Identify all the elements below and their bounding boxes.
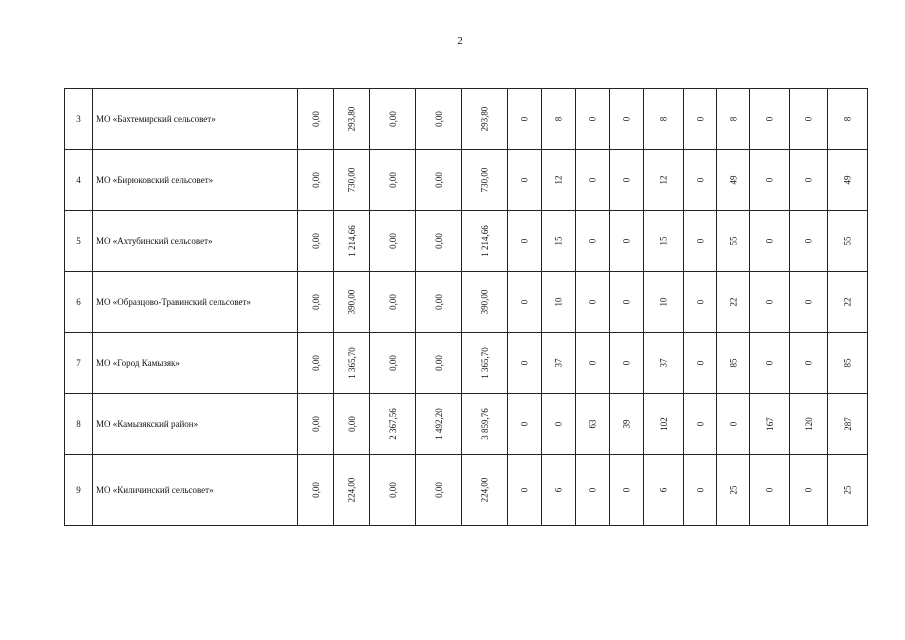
value-text: 0: [621, 360, 632, 366]
value-cell: [508, 211, 542, 272]
value-cell: [644, 211, 684, 272]
value-cell: [334, 211, 370, 272]
value-text: 0,00: [310, 233, 321, 249]
municipality-name: МО «Ахтубинский сельсовет»: [93, 211, 298, 272]
value-text: 0: [764, 360, 775, 366]
value-cell: [508, 455, 542, 526]
value-text: 39: [621, 419, 632, 429]
value-text: 0: [621, 238, 632, 244]
value-text: 1 365,70: [479, 347, 490, 379]
value-cell: [684, 150, 717, 211]
table-row: [65, 455, 868, 526]
value-text: 10: [553, 297, 564, 307]
value-cell: [542, 89, 576, 150]
value-cell: [750, 394, 790, 455]
row-number: 8: [65, 394, 93, 455]
value-cell: [508, 333, 542, 394]
row-number: 4: [65, 150, 93, 211]
value-text: 8: [728, 116, 738, 122]
value-cell: [684, 89, 717, 150]
value-cell: [508, 89, 542, 150]
value-cell: [717, 150, 750, 211]
value-cell: [416, 455, 462, 526]
value-text: 0: [621, 487, 632, 493]
value-text: 0: [621, 299, 632, 305]
value-cell: [644, 394, 684, 455]
value-cell: [298, 394, 334, 455]
value-cell: [508, 272, 542, 333]
value-cell: [334, 89, 370, 150]
value-cell: [462, 272, 508, 333]
value-text: 390,00: [479, 289, 490, 315]
value-cell: [790, 333, 828, 394]
value-cell: [542, 211, 576, 272]
value-cell: [717, 211, 750, 272]
value-text: 0: [587, 487, 598, 493]
value-text: 10: [658, 297, 669, 307]
row-number: 5: [65, 211, 93, 272]
value-cell: [644, 455, 684, 526]
value-cell: [576, 89, 610, 150]
value-cell: [370, 211, 416, 272]
value-text: 22: [728, 297, 738, 307]
value-text: 49: [728, 175, 738, 185]
municipality-name: МО «Город Камызяк»: [93, 333, 298, 394]
value-text: 15: [553, 236, 564, 246]
value-cell: [416, 394, 462, 455]
value-text: 8: [553, 116, 564, 122]
value-text: 0: [519, 116, 530, 122]
value-cell: [610, 394, 644, 455]
value-text: 0: [803, 299, 814, 305]
value-text: 0: [803, 177, 814, 183]
value-cell: [576, 272, 610, 333]
value-text: 120: [803, 417, 814, 431]
value-text: 0,00: [387, 111, 398, 127]
value-text: 0: [695, 238, 705, 244]
value-text: 0: [587, 238, 598, 244]
value-cell: [828, 333, 868, 394]
value-cell: [828, 150, 868, 211]
value-cell: [790, 394, 828, 455]
value-cell: [416, 272, 462, 333]
value-cell: [416, 211, 462, 272]
value-cell: [684, 333, 717, 394]
table-row: [65, 150, 868, 211]
value-text: 15: [658, 236, 669, 246]
value-text: 0: [621, 177, 632, 183]
value-text: 22: [842, 297, 853, 307]
value-cell: [298, 211, 334, 272]
value-cell: [790, 89, 828, 150]
value-text: 0: [803, 116, 814, 122]
page-number: 2: [457, 35, 463, 47]
value-text: 0: [519, 360, 530, 366]
value-text: 0: [519, 177, 530, 183]
value-text: 0,00: [433, 294, 444, 310]
value-text: 0: [621, 116, 632, 122]
value-text: 1 214,66: [346, 225, 357, 257]
value-text: 0,00: [433, 111, 444, 127]
value-text: 0: [695, 487, 705, 493]
municipality-name: МО «Образцово-Травинский сельсовет»: [93, 272, 298, 333]
value-text: 293,80: [479, 106, 490, 132]
value-cell: [790, 211, 828, 272]
value-cell: [298, 455, 334, 526]
value-cell: [828, 455, 868, 526]
value-text: 1 365,70: [346, 347, 357, 379]
row-number: 3: [65, 89, 93, 150]
value-text: 0: [587, 116, 598, 122]
value-text: 0: [695, 421, 705, 427]
value-cell: [828, 89, 868, 150]
value-text: 8: [842, 116, 853, 122]
value-text: 0: [519, 299, 530, 305]
value-text: 730,00: [346, 167, 357, 193]
value-cell: [576, 333, 610, 394]
value-text: 0,00: [310, 416, 321, 432]
value-text: 102: [658, 417, 669, 431]
value-cell: [542, 333, 576, 394]
value-text: 55: [728, 236, 738, 246]
value-cell: [542, 272, 576, 333]
value-text: 0: [764, 487, 775, 493]
data-table: [64, 88, 868, 526]
value-text: 85: [842, 358, 853, 368]
value-text: 2 367,56: [387, 408, 398, 440]
value-text: 1 214,66: [479, 225, 490, 257]
table-row: [65, 333, 868, 394]
value-text: 0,00: [433, 355, 444, 371]
value-cell: [750, 211, 790, 272]
value-text: 0: [519, 487, 530, 493]
municipality-name: МО «Бахтемирский сельсовет»: [93, 89, 298, 150]
value-text: 287: [842, 417, 853, 431]
value-text: 0: [519, 238, 530, 244]
table-row: [65, 272, 868, 333]
value-text: 85: [728, 358, 738, 368]
value-text: 25: [728, 485, 738, 495]
value-cell: [610, 455, 644, 526]
value-text: 0: [695, 116, 705, 122]
value-text: 0: [519, 421, 530, 427]
value-cell: [334, 394, 370, 455]
value-cell: [462, 150, 508, 211]
value-cell: [298, 89, 334, 150]
value-text: 224,00: [346, 477, 357, 503]
value-cell: [828, 272, 868, 333]
value-cell: [370, 455, 416, 526]
value-cell: [644, 150, 684, 211]
value-text: 293,80: [346, 106, 357, 132]
value-cell: [684, 272, 717, 333]
value-text: 0: [553, 421, 564, 427]
value-cell: [750, 150, 790, 211]
value-cell: [416, 333, 462, 394]
value-cell: [750, 272, 790, 333]
value-cell: [610, 150, 644, 211]
value-text: 224,00: [479, 477, 490, 503]
value-text: 6: [553, 487, 564, 493]
value-cell: [644, 333, 684, 394]
value-text: 730,00: [479, 167, 490, 193]
value-cell: [416, 150, 462, 211]
value-text: 0: [803, 487, 814, 493]
value-text: 0: [695, 177, 705, 183]
value-cell: [334, 150, 370, 211]
value-cell: [334, 333, 370, 394]
value-cell: [370, 150, 416, 211]
value-text: 0,00: [310, 294, 321, 310]
value-cell: [790, 150, 828, 211]
value-text: 0,00: [387, 482, 398, 498]
value-cell: [717, 89, 750, 150]
value-cell: [576, 150, 610, 211]
value-text: 0: [587, 360, 598, 366]
value-cell: [462, 394, 508, 455]
table-row: [65, 211, 868, 272]
value-text: 1 492,20: [433, 408, 444, 440]
value-text: 167: [764, 417, 775, 431]
value-text: 0,00: [310, 482, 321, 498]
value-text: 12: [553, 175, 564, 185]
municipality-name: МО «Киличинский сельсовет»: [93, 455, 298, 526]
value-text: 0,00: [433, 172, 444, 188]
value-cell: [542, 455, 576, 526]
value-text: 0: [764, 238, 775, 244]
value-cell: [298, 333, 334, 394]
value-cell: [717, 333, 750, 394]
value-text: 0,00: [387, 172, 398, 188]
value-cell: [508, 150, 542, 211]
value-text: 0: [695, 299, 705, 305]
value-cell: [750, 89, 790, 150]
value-text: 0: [803, 238, 814, 244]
value-cell: [334, 455, 370, 526]
value-cell: [828, 394, 868, 455]
value-cell: [576, 394, 610, 455]
value-cell: [790, 272, 828, 333]
value-cell: [750, 333, 790, 394]
value-cell: [717, 394, 750, 455]
value-cell: [462, 333, 508, 394]
value-cell: [416, 89, 462, 150]
value-cell: [610, 272, 644, 333]
value-cell: [717, 455, 750, 526]
value-text: 6: [658, 487, 669, 493]
value-cell: [684, 394, 717, 455]
table-row: [65, 89, 868, 150]
value-cell: [610, 89, 644, 150]
value-text: 55: [842, 236, 853, 246]
value-cell: [370, 333, 416, 394]
value-text: 37: [553, 358, 564, 368]
value-cell: [644, 272, 684, 333]
value-text: 0,00: [310, 172, 321, 188]
value-cell: [750, 455, 790, 526]
value-cell: [542, 394, 576, 455]
municipality-name: МО «Камызякский район»: [93, 394, 298, 455]
value-text: 0: [764, 177, 775, 183]
value-cell: [462, 211, 508, 272]
municipality-name: МО «Бирюковский сельсовет»: [93, 150, 298, 211]
value-cell: [298, 272, 334, 333]
value-text: 0,00: [387, 233, 398, 249]
value-text: 0,00: [433, 233, 444, 249]
table-row: [65, 394, 868, 455]
value-cell: [370, 272, 416, 333]
value-cell: [828, 211, 868, 272]
row-number: 9: [65, 455, 93, 526]
value-cell: [462, 455, 508, 526]
value-cell: [790, 455, 828, 526]
value-text: 0,00: [387, 355, 398, 371]
value-text: 3 859,76: [479, 408, 490, 440]
value-text: 25: [842, 485, 853, 495]
value-text: 12: [658, 175, 669, 185]
row-number: 7: [65, 333, 93, 394]
value-text: 37: [658, 358, 669, 368]
value-cell: [576, 455, 610, 526]
value-cell: [462, 89, 508, 150]
value-cell: [298, 150, 334, 211]
value-text: 49: [842, 175, 853, 185]
value-text: 63: [587, 419, 598, 429]
value-text: 0: [695, 360, 705, 366]
value-cell: [717, 272, 750, 333]
value-text: 0: [764, 299, 775, 305]
value-text: 0: [764, 116, 775, 122]
value-cell: [644, 89, 684, 150]
value-cell: [576, 211, 610, 272]
value-cell: [334, 272, 370, 333]
value-cell: [542, 150, 576, 211]
value-text: 0,00: [310, 355, 321, 371]
value-cell: [508, 394, 542, 455]
value-cell: [370, 89, 416, 150]
value-cell: [370, 394, 416, 455]
value-cell: [610, 333, 644, 394]
value-text: 0: [803, 360, 814, 366]
value-text: 0,00: [346, 416, 357, 432]
value-text: 8: [658, 116, 669, 122]
value-text: 0: [728, 421, 738, 427]
value-cell: [610, 211, 644, 272]
value-text: 0,00: [433, 482, 444, 498]
value-text: 0: [587, 177, 598, 183]
value-text: 390,00: [346, 289, 357, 315]
value-text: 0,00: [387, 294, 398, 310]
value-text: 0: [587, 299, 598, 305]
value-cell: [684, 211, 717, 272]
row-number: 6: [65, 272, 93, 333]
value-cell: [684, 455, 717, 526]
value-text: 0,00: [310, 111, 321, 127]
